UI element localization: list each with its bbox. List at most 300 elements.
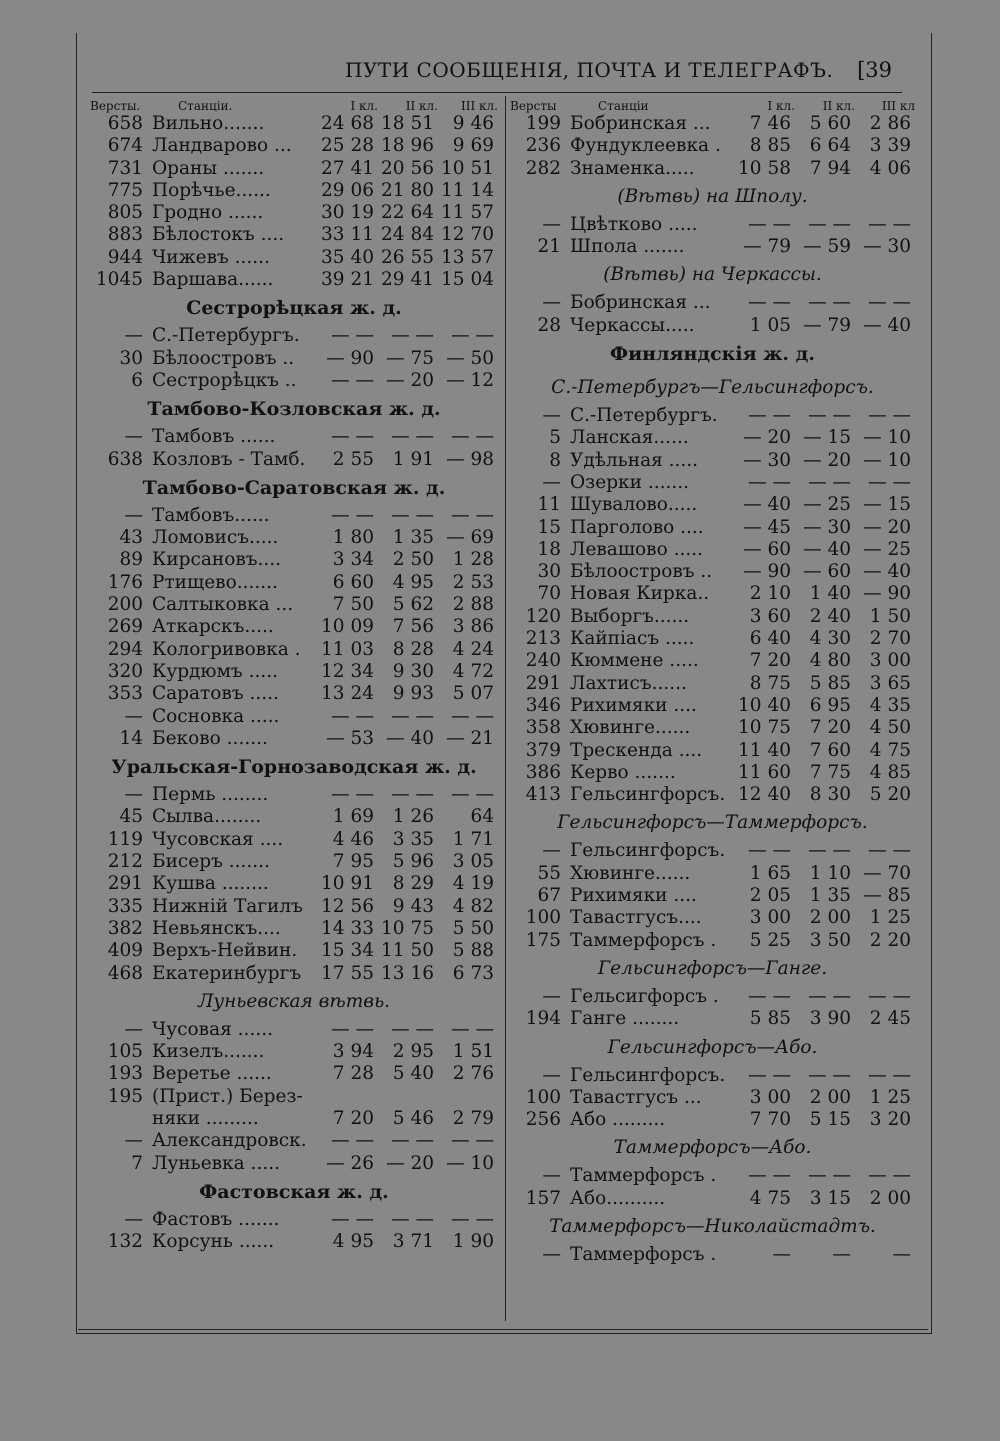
branch-subheading: Таммерфорсъ—Николайстадтъ. <box>549 1215 876 1237</box>
fare-class-2-cell: — — <box>391 1208 434 1230</box>
header-class-1: I кл. <box>767 99 795 113</box>
station-name-cell: Трескенда .... <box>570 739 703 761</box>
fare-class-1-cell: 33 11 <box>321 224 374 246</box>
distance-cell: — <box>124 1130 143 1152</box>
fare-class-2-cell: 5 85 <box>809 672 851 694</box>
fare-class-1-cell: 10 58 <box>738 157 791 179</box>
station-row <box>510 427 915 449</box>
branch-subheading: С.-Петербургъ—Гельсингфорсъ. <box>551 377 874 399</box>
fare-class-3-cell: 3 39 <box>869 135 911 157</box>
fare-class-1-cell: 6 40 <box>749 628 791 650</box>
fare-class-1-cell: — 90 <box>326 347 374 369</box>
fare-class-2-cell: 5 62 <box>392 594 434 616</box>
fare-class-2-cell: — — <box>808 405 851 427</box>
fare-class-1-cell: 6 60 <box>332 571 374 593</box>
fare-class-3-cell: 4 35 <box>869 694 911 716</box>
station-name-cell: Кайпіасъ ..... <box>570 628 695 650</box>
fare-class-2-cell: 3 90 <box>809 1008 851 1030</box>
fare-class-1-cell: — 53 <box>326 727 374 749</box>
station-name-cell: Верхъ-Нейвин. <box>152 940 298 962</box>
column-divider <box>505 96 506 1321</box>
fare-class-3-cell: 11 14 <box>441 179 494 201</box>
station-row <box>510 113 915 135</box>
station-row <box>90 616 498 638</box>
fare-class-3-cell: 5 88 <box>452 940 494 962</box>
station-name-cell: Бѣлоостровъ .. <box>152 347 295 369</box>
fare-class-1-cell: 3 00 <box>749 907 791 929</box>
station-row <box>90 639 498 661</box>
station-row <box>510 292 915 314</box>
fare-class-1-cell: 4 46 <box>332 828 374 850</box>
fare-class-2-cell: — — <box>808 985 851 1007</box>
station-row <box>510 539 915 561</box>
station-row <box>510 1087 915 1109</box>
distance-cell: 775 <box>107 179 143 201</box>
distance-cell: 195 <box>107 1085 143 1107</box>
station-row <box>510 840 915 862</box>
fare-class-1-cell: — 90 <box>743 561 791 583</box>
fare-class-3-cell: 2 70 <box>869 628 911 650</box>
fare-class-3-cell: 9 46 <box>452 113 494 134</box>
fare-class-2-cell: — — <box>391 705 434 727</box>
distance-cell: 731 <box>107 157 143 179</box>
station-row <box>510 986 915 1008</box>
station-name-cell: Ганге ........ <box>570 1008 680 1030</box>
distance-cell: 14 <box>119 727 143 749</box>
fare-class-2-cell: 1 35 <box>809 885 851 907</box>
station-row <box>90 505 498 527</box>
fare-class-2-cell: 8 29 <box>392 873 434 895</box>
fare-class-1-cell: 1 69 <box>332 806 374 828</box>
fare-class-1-cell: 35 40 <box>321 246 374 268</box>
railway-section-heading: Фастовская ж. д. <box>199 1180 389 1203</box>
fare-class-3-cell <box>434 1086 498 1108</box>
fare-class-3-cell: 3 65 <box>869 672 911 694</box>
fare-class-2-cell: — 40 <box>386 727 434 749</box>
fare-class-3-cell: 1 71 <box>452 828 494 850</box>
fare-class-2-cell: 5 60 <box>809 113 851 134</box>
fare-class-3-cell: 4 24 <box>452 638 494 660</box>
fare-class-1-cell: 10 09 <box>321 616 374 638</box>
fare-class-2-cell: 29 41 <box>381 269 434 291</box>
right-column-header <box>510 96 915 113</box>
fare-class-1-cell: — — <box>331 1208 374 1230</box>
station-name-cell: (Прист.) Берез- <box>152 1085 303 1107</box>
station-row <box>90 851 498 873</box>
fare-class-3-cell: 2 79 <box>452 1107 494 1129</box>
station-row <box>510 517 915 539</box>
distance-cell: 379 <box>525 739 561 761</box>
station-name-cell: Шпола ....... <box>570 236 685 258</box>
distance-cell: — <box>124 1018 143 1040</box>
fare-class-1-cell: — 79 <box>743 236 791 258</box>
fare-class-2-cell: 8 28 <box>392 638 434 660</box>
distance-cell: 256 <box>525 1109 561 1131</box>
right-table <box>510 113 915 1266</box>
distance-cell: — <box>542 213 561 235</box>
station-row <box>90 113 498 135</box>
fare-class-1-cell: 24 68 <box>321 113 374 134</box>
station-row <box>90 572 498 594</box>
station-name-cell: Черкассы..... <box>570 314 695 336</box>
station-row <box>90 1019 498 1041</box>
fare-class-2-cell: — — <box>391 325 434 347</box>
fare-class-1-cell: — 20 <box>743 427 791 449</box>
fare-class-2-cell: 4 30 <box>809 628 851 650</box>
station-row <box>510 695 915 717</box>
distance-cell: — <box>124 1208 143 1230</box>
distance-cell: 175 <box>525 929 561 951</box>
header-class-2: II кл. <box>405 99 438 113</box>
header-stations: Станціи. <box>178 99 233 113</box>
fare-class-2-cell: 3 35 <box>392 828 434 850</box>
distance-cell: — <box>542 471 561 493</box>
fare-class-2-cell: 5 96 <box>392 851 434 873</box>
distance-cell: 7 <box>131 1152 143 1174</box>
distance-cell: — <box>124 705 143 727</box>
station-name-cell: Ораны ....... <box>152 157 265 179</box>
station-name-cell: Гродно ...... <box>152 202 264 224</box>
fare-class-1-cell: 2 05 <box>749 885 791 907</box>
fare-class-3-cell: — 90 <box>863 583 911 605</box>
fare-class-1-cell: 29 06 <box>321 179 374 201</box>
station-name-cell: Фундуклеевка . <box>570 135 721 157</box>
station-name-cell: Удѣльная ..... <box>570 449 699 471</box>
fare-class-3-cell: 11 57 <box>441 202 494 224</box>
fare-class-2-cell: — — <box>808 213 851 235</box>
station-name-cell: Тавастгусъ.... <box>570 907 702 929</box>
fare-class-2-cell: 13 16 <box>381 962 434 984</box>
distance-cell: 1045 <box>95 269 143 291</box>
fare-class-1-cell: — — <box>748 405 791 427</box>
distance-cell: 132 <box>107 1231 143 1253</box>
fare-class-3-cell: 10 51 <box>441 157 494 179</box>
fare-class-3-cell: 9 69 <box>452 135 494 157</box>
station-row <box>90 806 498 828</box>
station-row <box>510 784 915 806</box>
station-row <box>510 650 915 672</box>
fare-class-1-cell: 11 03 <box>321 638 374 660</box>
fare-class-2-cell: — 20 <box>386 1152 434 1174</box>
fare-class-1-cell: — — <box>331 369 374 391</box>
station-row <box>90 896 498 918</box>
fare-class-3-cell: 1 50 <box>869 605 911 627</box>
fare-class-2-cell: 26 55 <box>381 246 434 268</box>
fare-class-1-cell: — <box>772 1243 791 1265</box>
station-name-cell: Саратовъ ..... <box>152 683 279 705</box>
fare-class-1-cell: — — <box>331 1130 374 1152</box>
station-row <box>90 706 498 728</box>
station-name-cell: Александровск. <box>152 1130 307 1152</box>
fare-class-2-cell: 4 95 <box>392 571 434 593</box>
fare-class-2-cell: 21 80 <box>381 179 434 201</box>
station-name-cell: Салтыковка ... <box>152 594 294 616</box>
distance-cell: 194 <box>525 1008 561 1030</box>
distance-cell: — <box>124 504 143 526</box>
railway-section-heading: Финляндскія ж. д. <box>610 343 815 366</box>
station-row <box>510 762 915 784</box>
station-row <box>510 863 915 885</box>
fare-class-3-cell: 4 75 <box>869 739 911 761</box>
fare-class-3-cell: 1 51 <box>452 1041 494 1063</box>
station-name-cell: Варшава...... <box>152 269 274 291</box>
fare-class-1-cell: — — <box>331 426 374 448</box>
fare-class-3-cell: 6 73 <box>452 962 494 984</box>
header-class-2: II кл. <box>822 99 855 113</box>
fare-class-1-cell: 7 50 <box>332 594 374 616</box>
page-title: ПУТИ СООБЩЕНІЯ, ПОЧТА И ТЕЛЕГРАФЪ. <box>345 58 834 82</box>
page-frame-bottom-rule <box>78 1329 928 1330</box>
station-name-cell: Бѣлостокъ .... <box>152 224 285 246</box>
station-name-cell: Тамбовъ...... <box>152 504 270 526</box>
distance-cell: 30 <box>537 561 561 583</box>
station-row <box>510 405 915 427</box>
fare-class-2-cell: — 75 <box>386 347 434 369</box>
station-name-cell: Нижній Тагилъ <box>152 895 303 917</box>
station-row <box>90 728 498 750</box>
fare-class-3-cell: — 30 <box>863 236 911 258</box>
fare-class-2-cell: 9 30 <box>392 660 434 682</box>
fare-class-3-cell: — — <box>868 405 911 427</box>
fare-class-1-cell: 3 60 <box>749 605 791 627</box>
fare-class-3-cell: 5 50 <box>452 917 494 939</box>
station-row <box>90 1231 498 1253</box>
station-row <box>510 236 915 258</box>
fare-class-2-cell: — <box>832 1243 851 1265</box>
fare-class-3-cell: — — <box>451 1018 494 1040</box>
station-name-cell: Бобринская ... <box>570 292 711 314</box>
station-row <box>90 1130 498 1152</box>
fare-class-3-cell: 5 20 <box>869 784 911 806</box>
fare-class-2-cell: 24 84 <box>381 224 434 246</box>
distance-cell: 89 <box>119 549 143 571</box>
left-column <box>90 96 498 1253</box>
fare-class-2-cell: 22 64 <box>381 202 434 224</box>
header-stations: Станціи <box>598 99 649 113</box>
station-row <box>90 1086 498 1108</box>
fare-class-3-cell: — 10 <box>446 1152 494 1174</box>
fare-class-3-cell: 4 50 <box>869 717 911 739</box>
page-header <box>80 52 920 92</box>
header-class-3: III кл <box>881 99 915 113</box>
fare-class-2-cell: 7 20 <box>809 717 851 739</box>
station-name-cell: Беково ....... <box>152 727 268 749</box>
header-class-1: I кл. <box>350 99 378 113</box>
fare-class-2-cell: 1 26 <box>392 806 434 828</box>
station-name-cell: Чижевъ ...... <box>152 246 270 268</box>
fare-class-3-cell: — 69 <box>446 527 494 549</box>
fare-class-1-cell: — — <box>748 471 791 493</box>
fare-class-2-cell: — — <box>391 784 434 806</box>
station-row <box>510 885 915 907</box>
distance-cell: 55 <box>537 862 561 884</box>
distance-cell: 638 <box>107 448 143 470</box>
distance-cell: 335 <box>107 895 143 917</box>
distance-cell: 269 <box>107 616 143 638</box>
fare-class-1-cell: — — <box>748 985 791 1007</box>
fare-class-1-cell: 10 91 <box>321 873 374 895</box>
distance-cell: 382 <box>107 917 143 939</box>
station-name-cell: Кюммене ..... <box>570 650 699 672</box>
distance-cell: 358 <box>525 717 561 739</box>
fare-class-3-cell: — 98 <box>446 448 494 470</box>
fare-class-1-cell: 10 75 <box>738 717 791 739</box>
station-name-cell: С.-Петербургъ. <box>570 405 718 427</box>
station-row <box>510 158 915 180</box>
fare-class-2-cell: 5 15 <box>809 1109 851 1131</box>
distance-cell: 5 <box>549 427 561 449</box>
fare-class-3-cell: — <box>892 1243 911 1265</box>
fare-class-3-cell: 3 05 <box>452 851 494 873</box>
station-row <box>510 315 915 337</box>
station-name-cell: Бисеръ ....... <box>152 851 270 873</box>
station-name-cell: Аткарскъ..... <box>152 616 274 638</box>
station-row <box>90 1041 498 1063</box>
station-row <box>510 583 915 605</box>
station-row <box>510 450 915 472</box>
fare-class-2-cell: 4 80 <box>809 650 851 672</box>
fare-class-1-cell: 1 80 <box>332 527 374 549</box>
station-row <box>90 325 498 347</box>
fare-class-2-cell: — 20 <box>386 369 434 391</box>
station-row <box>510 1065 915 1087</box>
distance-cell: 386 <box>525 761 561 783</box>
station-name-cell: Корсунь ...... <box>152 1231 275 1253</box>
station-name-cell: Кирсановъ.... <box>152 549 282 571</box>
station-name-cell: Хювинге...... <box>570 862 691 884</box>
station-row <box>90 247 498 269</box>
fare-class-1-cell: 7 95 <box>332 851 374 873</box>
distance-cell: 21 <box>537 236 561 258</box>
fare-class-3-cell: 5 07 <box>452 683 494 705</box>
railway-section-heading: Тамбово-Саратовская ж. д. <box>142 476 446 499</box>
fare-class-3-cell: — 15 <box>863 494 911 516</box>
fare-class-2-cell: 2 95 <box>392 1041 434 1063</box>
station-name-cell: Новая Кирка.. <box>570 583 710 605</box>
station-name-cell: Або ......... <box>570 1109 666 1131</box>
header-class-3: III кл. <box>461 99 498 113</box>
fare-class-2-cell: 11 50 <box>381 940 434 962</box>
distance-cell: 105 <box>107 1041 143 1063</box>
fare-class-2-cell: — — <box>808 292 851 314</box>
distance-cell: 883 <box>107 224 143 246</box>
fare-class-2-cell: — 40 <box>803 538 851 560</box>
fare-class-3-cell: 64 <box>470 806 494 828</box>
branch-subheading: (Вѣтвь) на Шполу. <box>617 185 808 207</box>
distance-cell: 944 <box>107 246 143 268</box>
fare-class-3-cell: — 40 <box>863 314 911 336</box>
fare-class-1-cell: 4 75 <box>749 1187 791 1209</box>
fare-class-3-cell: — 12 <box>446 369 494 391</box>
station-name-cell: Чусовская .... <box>152 828 284 850</box>
fare-class-3-cell: — — <box>868 292 911 314</box>
fare-class-1-cell: 39 21 <box>321 269 374 291</box>
station-name-cell: Хювинге...... <box>570 717 691 739</box>
fare-class-1-cell: — — <box>331 705 374 727</box>
distance-cell: 70 <box>537 583 561 605</box>
station-name-cell: Ломовисъ..... <box>152 527 279 549</box>
fare-class-3-cell: — — <box>451 1208 494 1230</box>
station-name-cell: Луньевка ..... <box>152 1152 280 1174</box>
distance-cell: 291 <box>107 873 143 895</box>
distance-cell: 176 <box>107 571 143 593</box>
fare-class-3-cell: 3 00 <box>869 650 911 672</box>
distance-cell: — <box>542 1243 561 1265</box>
station-name-cell: Пермь ........ <box>152 784 269 806</box>
fare-class-3-cell: — — <box>451 1130 494 1152</box>
fare-class-1-cell: — 26 <box>326 1152 374 1174</box>
fare-class-2-cell: — 60 <box>803 561 851 583</box>
station-row <box>90 449 498 471</box>
station-row <box>90 1153 498 1175</box>
fare-class-2-cell: — — <box>391 426 434 448</box>
station-row <box>90 784 498 806</box>
station-name-cell: Гельсигфорсъ . <box>570 985 719 1007</box>
fare-class-3-cell: 3 86 <box>452 616 494 638</box>
fare-class-1-cell: 3 94 <box>332 1041 374 1063</box>
station-row <box>90 963 498 985</box>
station-name-cell: Сылва........ <box>152 806 262 828</box>
fare-class-2-cell: — — <box>391 1018 434 1040</box>
fare-class-2-cell: 5 46 <box>392 1107 434 1129</box>
fare-class-3-cell: — — <box>868 985 911 1007</box>
fare-class-2-cell: 1 35 <box>392 527 434 549</box>
railway-section-heading: Тамбово-Козловская ж. д. <box>147 398 441 421</box>
fare-class-3-cell: — — <box>868 213 911 235</box>
station-row <box>90 202 498 224</box>
fare-class-1-cell: 2 55 <box>332 448 374 470</box>
station-name-cell: С.-Петербургъ. <box>152 325 300 347</box>
branch-subheading: Гельсингфорсъ—Таммерфорсъ. <box>557 812 868 834</box>
distance-cell: 805 <box>107 202 143 224</box>
fare-class-1-cell: 5 25 <box>749 929 791 951</box>
fare-class-2-cell: 3 50 <box>809 929 851 951</box>
fare-class-1-cell: 13 24 <box>321 683 374 705</box>
distance-cell: 240 <box>525 650 561 672</box>
distance-cell: 100 <box>525 1086 561 1108</box>
distance-cell: 320 <box>107 660 143 682</box>
station-row <box>90 135 498 157</box>
station-row <box>90 527 498 549</box>
distance-cell: — <box>542 1064 561 1086</box>
station-row <box>90 180 498 202</box>
left-table <box>90 113 498 1253</box>
fare-class-2-cell: — 25 <box>803 494 851 516</box>
fare-class-1-cell: — — <box>331 1018 374 1040</box>
distance-cell: 236 <box>525 135 561 157</box>
railway-section-heading: Сестрорѣцкая ж. д. <box>186 297 402 320</box>
fare-class-1-cell: — — <box>748 292 791 314</box>
station-name-cell: Гельсингфорсъ. <box>570 784 726 806</box>
fare-class-1-cell: — 40 <box>743 494 791 516</box>
fare-class-2-cell: 2 50 <box>392 549 434 571</box>
fare-class-2-cell: 7 75 <box>809 761 851 783</box>
fare-class-3-cell: — — <box>451 325 494 347</box>
distance-cell: — <box>542 985 561 1007</box>
distance-cell: 658 <box>107 113 143 134</box>
fare-class-3-cell: — — <box>868 1064 911 1086</box>
fare-class-3-cell: 2 86 <box>869 113 911 134</box>
station-name-cell: Кологривовка . <box>152 638 301 660</box>
fare-class-2-cell: — — <box>808 1064 851 1086</box>
fare-class-1-cell: — 45 <box>743 516 791 538</box>
station-name-cell: Тавастгусъ ... <box>570 1086 702 1108</box>
distance-cell: 15 <box>537 516 561 538</box>
station-row <box>90 348 498 370</box>
station-row <box>510 1244 915 1266</box>
fare-class-3-cell: 12 70 <box>441 224 494 246</box>
fare-class-2-cell: 3 71 <box>392 1231 434 1253</box>
